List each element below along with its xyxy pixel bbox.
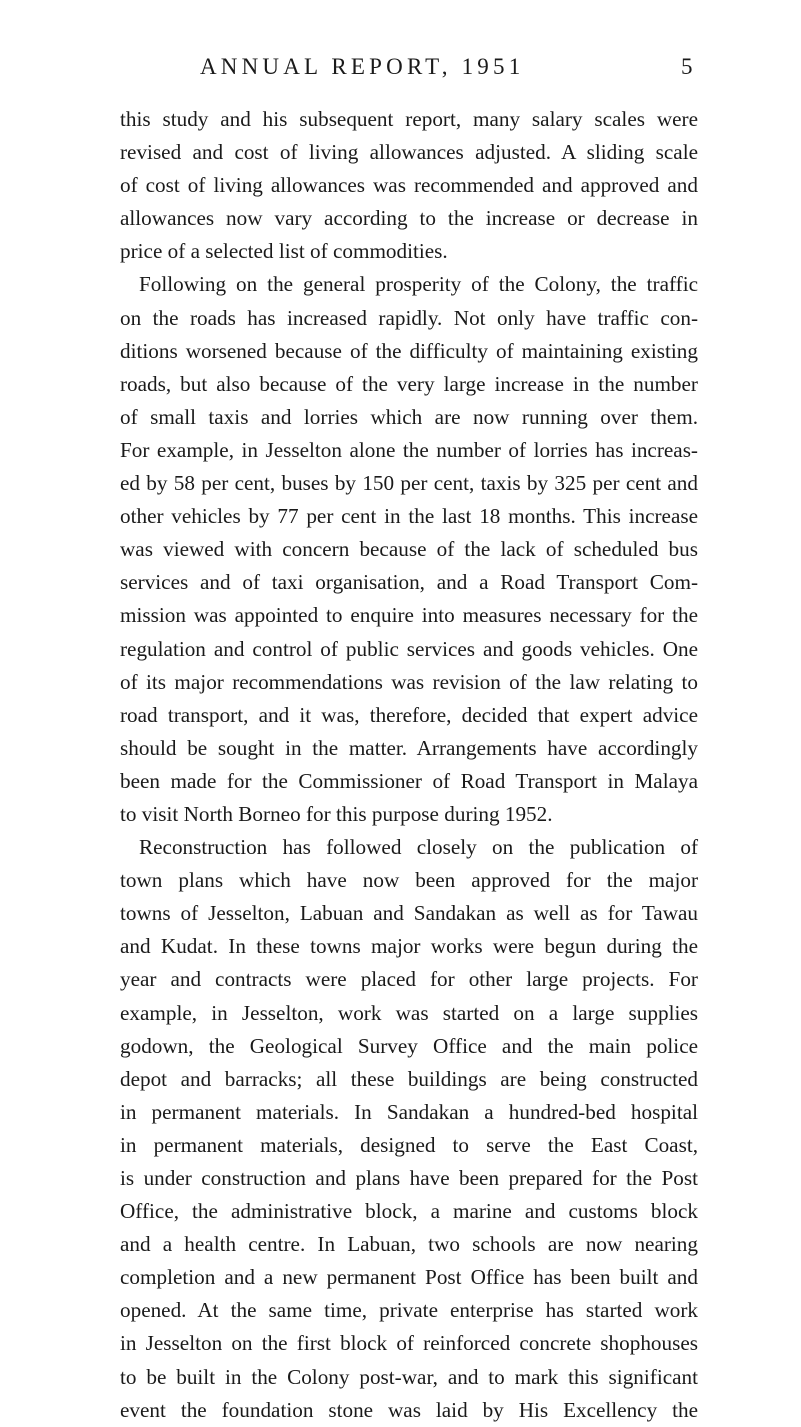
text-line: depot and barracks; all these buildings are being constructed	[120, 1066, 698, 1091]
text-line: Office, the administrative block, a marine and customs block	[120, 1199, 698, 1224]
text-line: in permanent materials, designed to serve the East Coast,	[120, 1132, 698, 1157]
text-line: services and of taxi organisation, and a Road Transport Com-	[120, 570, 698, 595]
paragraph-reconstruction	[120, 831, 698, 1427]
text-line: roads, but also because of the very large increase in the number	[120, 371, 698, 396]
paragraph-salary-scales	[120, 103, 698, 268]
text-line: town plans which have now been approved for the major	[120, 868, 698, 893]
paragraph-road-traffic	[120, 268, 698, 831]
text-line: was viewed with concern because of the lack of scheduled bus	[120, 537, 698, 562]
text-line: on the roads has increased rapidly. Not only have traffic con-	[120, 305, 698, 330]
text-line: revised and cost of living allowances adjusted. A sliding scale	[120, 140, 698, 165]
text-line: example, in Jesselton, work was started on a large supplies	[120, 1000, 698, 1025]
text-line: to visit North Borneo for this purpose during 1952.	[120, 801, 553, 826]
text-line: been made for the Commissioner of Road Transport in Malaya	[120, 768, 698, 793]
text-line: ed by 58 per cent, buses by 150 per cent, taxis by 325 per cent and	[120, 471, 698, 496]
running-title: ANNUAL REPORT, 1951	[200, 54, 525, 79]
body-text	[120, 103, 698, 1427]
text-line: ditions worsened because of the difficulty of maintaining existing	[120, 338, 698, 363]
text-line: event the foundation stone was laid by His Excellency the	[120, 1397, 698, 1422]
text-line: of small taxis and lorries which are now running over them.	[120, 404, 698, 429]
text-line: completion and a new permanent Post Office has been built and	[120, 1265, 698, 1290]
text-line: Following on the general prosperity of the Colony, the traffic	[139, 272, 698, 297]
text-line: in Jesselton on the first block of reinforced concrete shophouses	[120, 1331, 698, 1356]
text-line: road transport, and it was, therefore, decided that expert advice	[120, 702, 698, 727]
text-line: and Kudat. In these towns major works were begun during the	[120, 934, 698, 959]
text-line: is under construction and plans have been prepared for the Post	[120, 1166, 698, 1190]
text-line: of cost of living allowances was recommended and approved and	[120, 173, 698, 198]
text-line: other vehicles by 77 per cent in the last 18 months. This increase	[120, 504, 698, 529]
text-line: year and contracts were placed for other large projects. For	[120, 967, 698, 992]
text-line: in permanent materials. In Sandakan a hundred-bed hospital	[120, 1099, 698, 1124]
text-line: and a health centre. In Labuan, two schools are now nearing	[120, 1232, 698, 1257]
text-line: opened. At the same time, private enterprise has started work	[120, 1298, 698, 1323]
text-line: Reconstruction has followed closely on the publication of	[139, 835, 698, 860]
text-line: regulation and control of public services and goods vehicles. One	[120, 636, 698, 661]
text-line: towns of Jesselton, Labuan and Sandakan as well as for Tawau	[120, 901, 698, 926]
text-line: For example, in Jesselton alone the number of lorries has increas-	[120, 437, 698, 462]
running-head	[0, 54, 801, 94]
text-line: price of a selected list of commodities.	[120, 239, 448, 264]
page-number: 5	[681, 54, 693, 79]
text-line: this study and his subsequent report, many salary scales were	[120, 107, 698, 131]
text-line: godown, the Geological Survey Office and the main police	[120, 1033, 698, 1058]
text-line: to be built in the Colony post-war, and to mark this significant	[120, 1364, 698, 1389]
text-line: should be sought in the matter. Arrangements have accordingly	[120, 735, 698, 760]
text-line: mission was appointed to enquire into measures necessary for the	[120, 603, 698, 628]
text-line: of its major recommendations was revision of the law relating to	[120, 669, 698, 694]
text-line: allowances now vary according to the increase or decrease in	[120, 206, 698, 231]
